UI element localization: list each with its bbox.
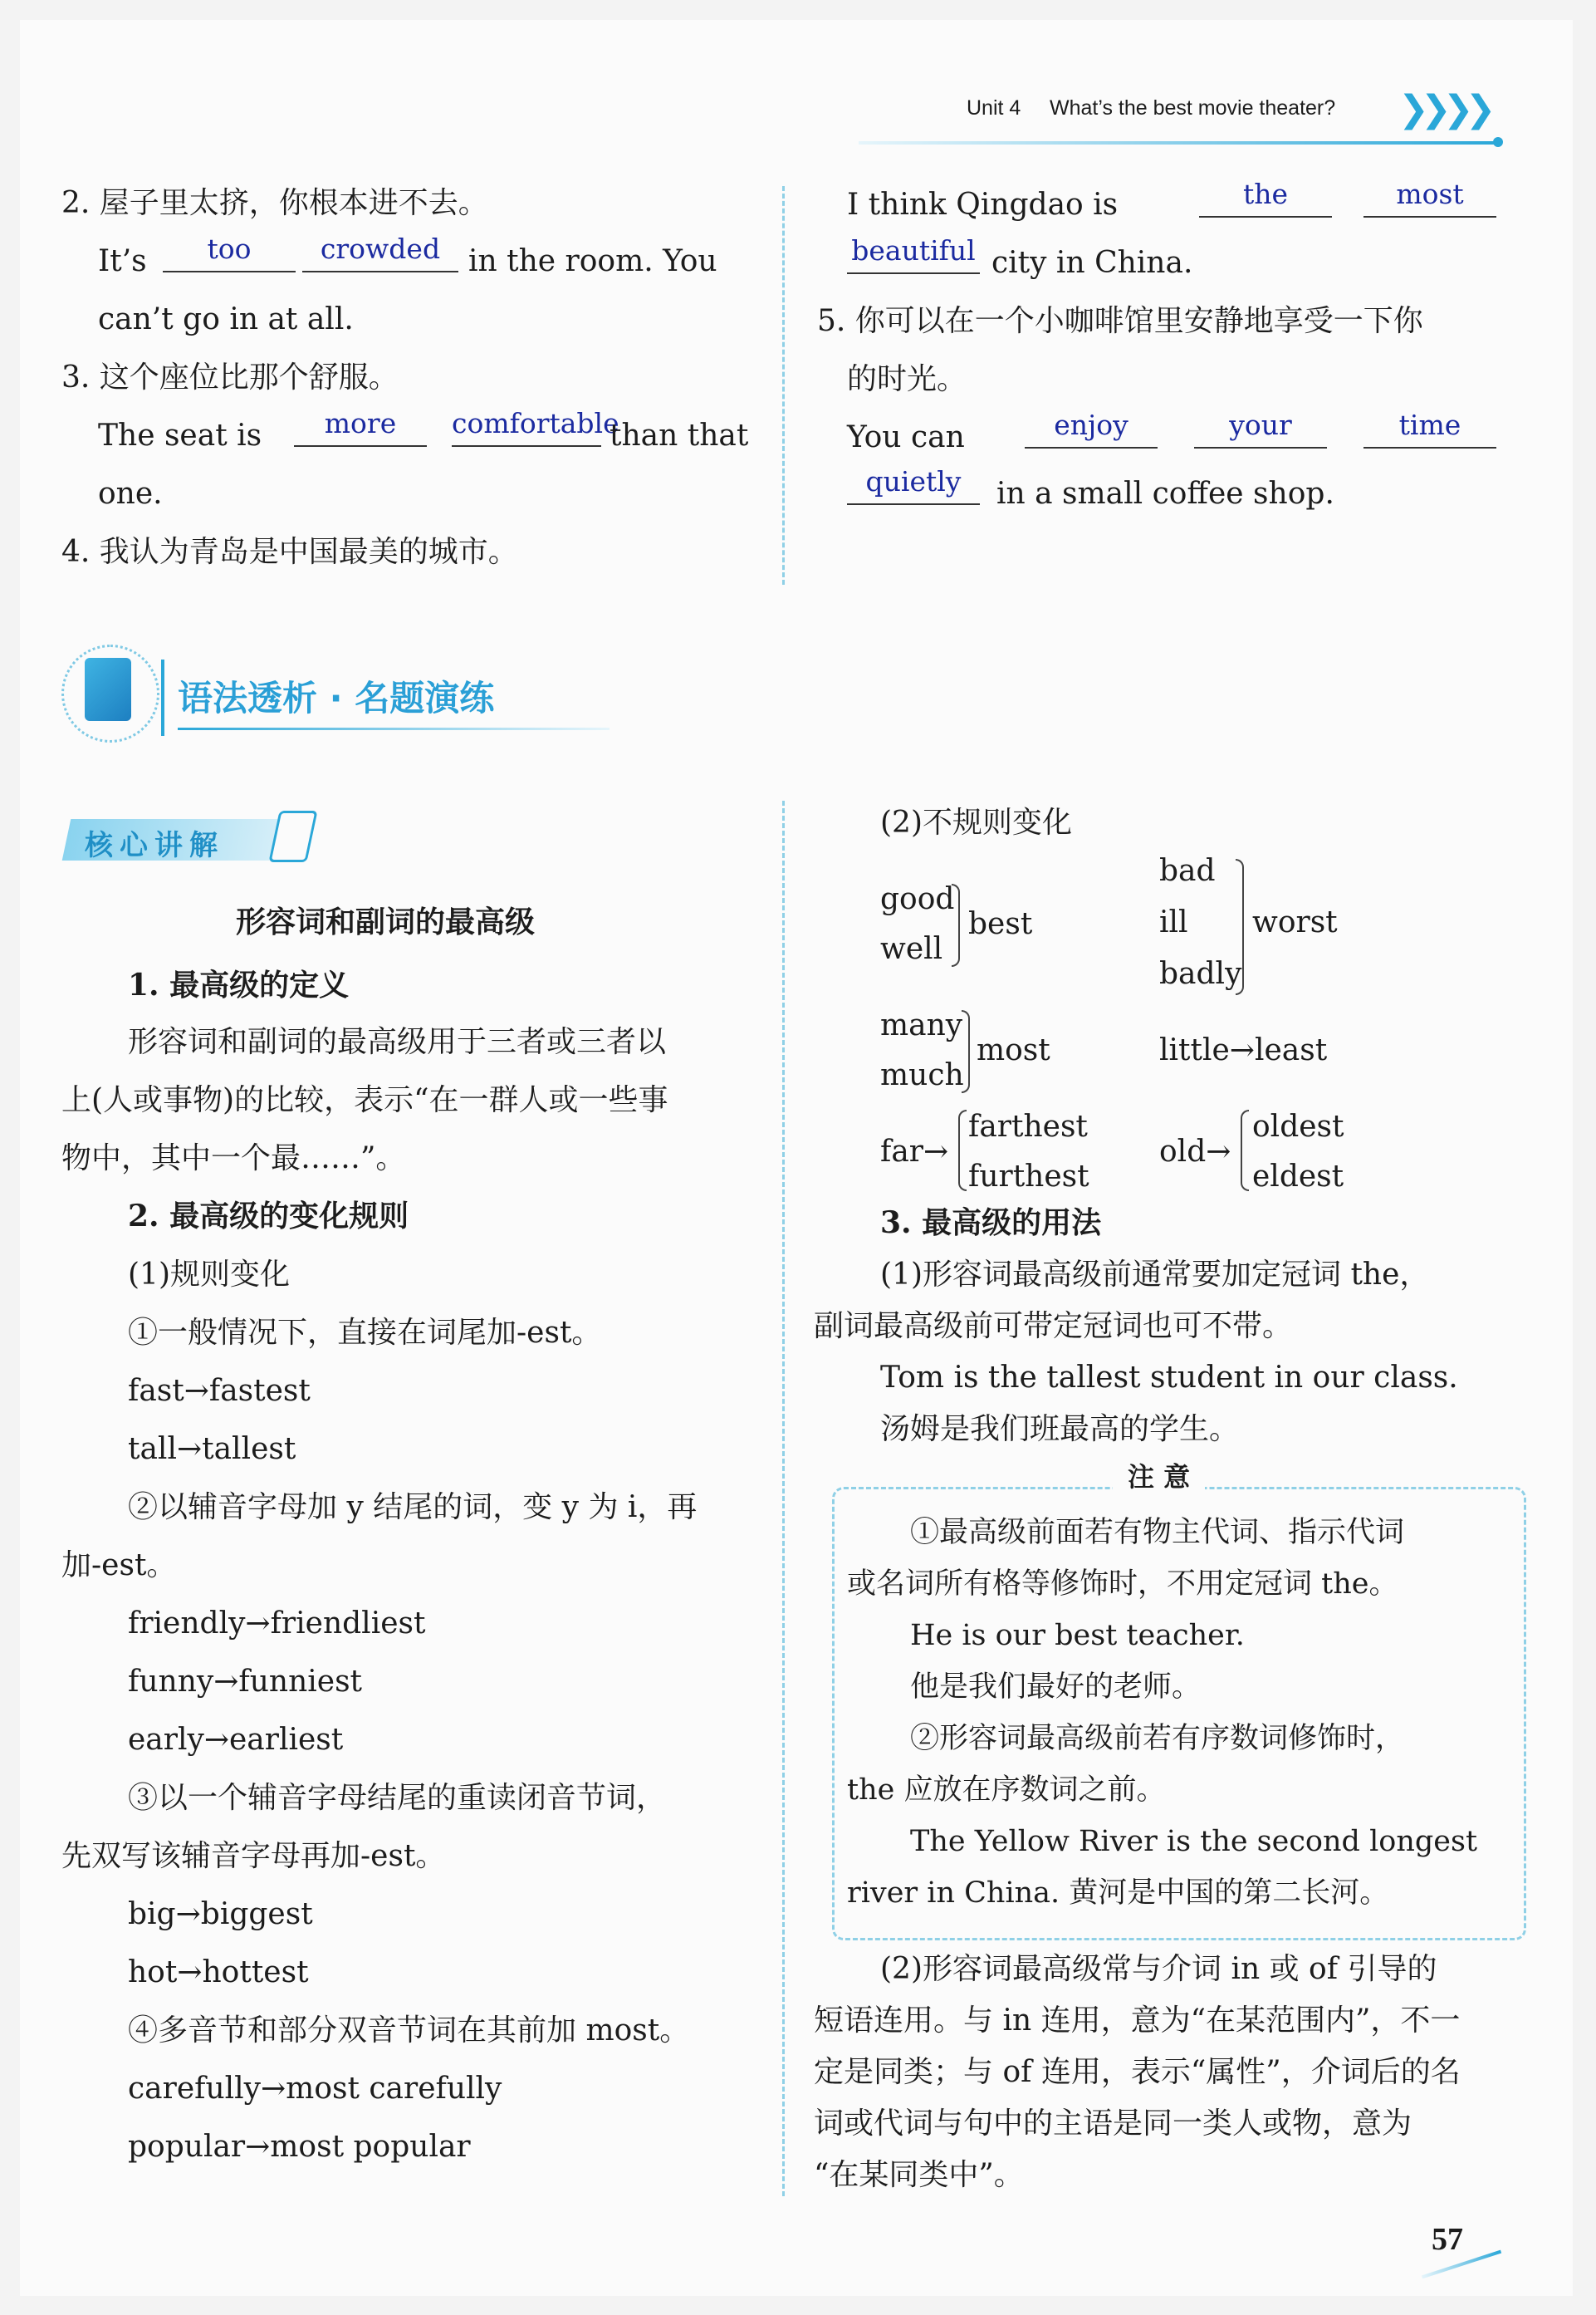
word: little→least [1159, 1033, 1328, 1067]
note-line: ②形容词最高级前若有序数词修饰时， [910, 1722, 1405, 1755]
banner-title: 语法透析 · 名题演练 [178, 678, 495, 719]
word: ill [1159, 905, 1188, 939]
paragraph-line: (1)形容词最高级前通常要加定冠词 the， [880, 1258, 1430, 1292]
word: bad [1159, 854, 1216, 888]
note-example: He is our best teacher. [910, 1619, 1245, 1652]
banner-rule [178, 728, 610, 730]
example: popular→most popular [128, 2130, 471, 2164]
brace [962, 1010, 970, 1093]
header-dot [1493, 137, 1503, 147]
core-label: 核心讲解 [85, 829, 224, 862]
paragraph-line: 副词最高级前可带定冠词也可不带。 [814, 1309, 1293, 1343]
subheading: (1)规则变化 [128, 1258, 290, 1292]
note-example: The Yellow River is the second longest [910, 1825, 1478, 1858]
word: farthest [968, 1110, 1088, 1144]
heading-usage: 3. 最高级的用法 [880, 1205, 1102, 1240]
header-rule [859, 141, 1498, 145]
paragraph-line: 词或代词与句中的主语是同一类人或物，意为 [814, 2107, 1412, 2141]
example: funny→funniest [128, 1665, 363, 1699]
paragraph-line: 定是同类；与 of 连用，表示“属性”，介词后的名 [814, 2055, 1461, 2089]
brace [1236, 859, 1244, 995]
example: Tom is the tallest student in our class. [880, 1361, 1458, 1395]
answer-blank: enjoy [1025, 409, 1158, 449]
word: well [880, 932, 943, 966]
paragraph-line: (2)形容词最高级常与介词 in 或 of 引导的 [880, 1952, 1437, 1986]
example: fast→fastest [128, 1374, 311, 1408]
item4-suffix: city in China. [991, 246, 1193, 280]
rule-text: 加-est。 [61, 1548, 177, 1582]
column-divider [782, 186, 785, 585]
answer-blank: your [1194, 409, 1327, 449]
note-example: river in China. 黄河是中国的第二长河。 [847, 1876, 1389, 1910]
answer-blank: comfortable [452, 407, 601, 447]
word: old→ [1159, 1135, 1231, 1169]
heading-rules: 2. 最高级的变化规则 [128, 1199, 409, 1234]
note-line: the 应放在序数词之前。 [847, 1773, 1166, 1807]
answer-blank: the [1199, 178, 1332, 218]
word: much [880, 1058, 964, 1092]
unit-label: Unit 4 [967, 96, 1021, 120]
item3-chinese: 3. 这个座位比那个舒服。 [61, 360, 399, 395]
topic-title: 形容词和副词的最高级 [236, 905, 536, 939]
item4-prefix: I think Qingdao is [847, 188, 1119, 222]
paragraph-line: 形容词和副词的最高级用于三者或三者以 [128, 1025, 667, 1059]
example: hot→hottest [128, 1955, 309, 1989]
unit-title: What’s the best movie theater? [1050, 96, 1336, 120]
word: furthest [968, 1160, 1089, 1194]
item3-line2: one. [98, 477, 163, 511]
rule-text: 先双写该辅音字母再加-est。 [61, 1839, 446, 1873]
word: many [880, 1008, 963, 1042]
textbook-page [20, 20, 1573, 2296]
brace [952, 884, 960, 967]
note-box [832, 1487, 1526, 1940]
answer-blank: beautiful [847, 234, 980, 274]
paragraph-line: 物中，其中一个最……”。 [61, 1141, 406, 1175]
column-divider [782, 801, 785, 2196]
item3-suffix: than that [610, 419, 749, 453]
note-translation: 他是我们最好的老师。 [910, 1670, 1202, 1704]
paragraph-line: “在某同类中”。 [814, 2158, 1024, 2192]
book-icon [85, 658, 131, 721]
example: tall→tallest [128, 1432, 296, 1466]
note-title: 注 意 [1113, 1460, 1205, 1493]
answer-blank: more [294, 407, 427, 447]
example: friendly→friendliest [128, 1606, 426, 1641]
item5-prefix: You can [847, 420, 965, 454]
answer-blank: crowded [302, 233, 458, 272]
paragraph-line: 短语连用。与 in 连用，意为“在某范围内”，不一 [814, 2004, 1461, 2038]
brace [958, 1110, 967, 1191]
item5-suffix: in a small coffee shop. [996, 477, 1334, 511]
answer-blank: too [163, 233, 296, 272]
example: big→biggest [128, 1897, 313, 1931]
item2-line2: can’t go in at all. [98, 302, 354, 336]
example-translation: 汤姆是我们班最高的学生。 [880, 1412, 1240, 1446]
answer-blank: quietly [847, 465, 980, 505]
brace [1241, 1110, 1249, 1191]
word: best [968, 907, 1033, 941]
word: far→ [880, 1135, 949, 1169]
word: good [880, 882, 955, 916]
paragraph-line: 上(人或事物)的比较，表示“在一群人或一些事 [61, 1083, 668, 1117]
word: worst [1252, 905, 1338, 939]
item2-prefix: It’s [98, 244, 147, 278]
subheading: (2)不规则变化 [880, 806, 1072, 840]
example: early→earliest [128, 1723, 344, 1757]
banner-bar [161, 660, 164, 736]
item3-prefix: The seat is [98, 419, 262, 453]
answer-blank: time [1363, 409, 1496, 449]
rule-text: ④多音节和部分双音节词在其前加 most。 [128, 2013, 690, 2048]
rule-text: ②以辅音字母加 y 结尾的词，变 y 为 i，再 [128, 1490, 698, 1524]
word: most [977, 1033, 1050, 1067]
note-line: ①最高级前面若有物主代词、指示代词 [910, 1516, 1405, 1549]
word: badly [1159, 957, 1242, 991]
rule-text: ①一般情况下，直接在词尾加-est。 [128, 1316, 602, 1350]
rule-text: ③以一个辅音字母结尾的重读闭音节词， [128, 1781, 667, 1815]
page-number: 57 [1432, 2222, 1463, 2257]
word: eldest [1252, 1160, 1344, 1194]
item5-chinese-1: 5. 你可以在一个小咖啡馆里安静地享受一下你 [817, 304, 1423, 338]
chevrons-icon: ❯❯❯❯ [1398, 88, 1488, 130]
item2-suffix: in the room. You [468, 244, 717, 278]
item4-chinese: 4. 我认为青岛是中国最美的城市。 [61, 535, 518, 569]
word: oldest [1252, 1110, 1344, 1144]
answer-blank: most [1363, 178, 1496, 218]
heading-definition: 1. 最高级的定义 [128, 968, 350, 1003]
example: carefully→most carefully [128, 2072, 502, 2106]
item5-chinese-2: 的时光。 [847, 362, 967, 396]
item2-chinese: 2. 屋子里太挤，你根本进不去。 [61, 186, 488, 220]
note-line: 或名词所有格等修饰时，不用定冠词 the。 [847, 1567, 1398, 1601]
